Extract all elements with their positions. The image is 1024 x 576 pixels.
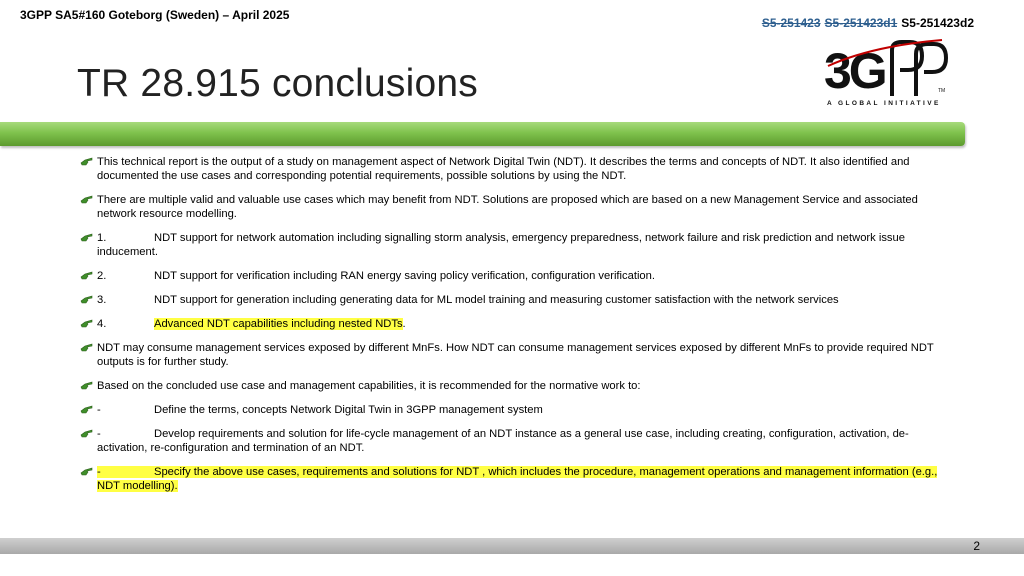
- pointing-hand-icon: [80, 427, 93, 439]
- list-item: [80, 465, 950, 493]
- bullet-text: Develop requirements and solution for life-cycle management of an NDT instance as a general use case, including creating, configuration, activation, de-activation, re-configuration and termination of an NDT.: [97, 428, 909, 454]
- list-item: [80, 427, 950, 455]
- doc-number-old-1: S5-251423: [761, 16, 821, 30]
- bullet-text: This technical report is the output of a study on management aspect of Network Digital Twin (NDT). It describes the terms and concepts of NDT. It also identified and documented the use cases and corresponding potential requirements, possible solutions by using the NDT.: [97, 156, 910, 182]
- list-item: [80, 155, 950, 183]
- pointing-hand-icon: [80, 193, 93, 205]
- pointing-hand-icon: [80, 231, 93, 243]
- logo-tagline: A GLOBAL INITIATIVE: [827, 100, 941, 107]
- pointing-hand-icon: [80, 341, 93, 353]
- pointing-hand-icon: [80, 403, 93, 415]
- 3gpp-logo-icon: [822, 36, 954, 102]
- pointing-hand-icon: [80, 317, 93, 329]
- pointing-hand-icon: [80, 379, 93, 391]
- highlighted-text: Advanced NDT capabilities including nested NDTs: [154, 318, 403, 330]
- title-divider-bar: [0, 122, 965, 146]
- bullet-text: NDT may consume management services exposed by different MnFs. How NDT can consume management services exposed by different MnFs to provide required NDT outputs is for further study.: [97, 342, 934, 368]
- bullet-text: Define the terms, concepts Network Digital Twin in 3GPP management system: [154, 404, 543, 416]
- list-item: [80, 193, 950, 221]
- doc-number-current: S5-251423d2: [901, 16, 974, 30]
- item-dash: -: [97, 404, 101, 416]
- bullet-text-tail: .: [402, 318, 406, 330]
- 3gpp-logo: [822, 36, 954, 112]
- list-item: [80, 317, 950, 331]
- item-number: 4.: [97, 318, 107, 330]
- page-number: 2: [973, 539, 980, 553]
- item-number: 3.: [97, 294, 107, 306]
- doc-number-old-2: S5-251423d1: [824, 16, 898, 30]
- document-numbers: [762, 16, 974, 30]
- list-item: [80, 231, 950, 259]
- bullet-text: Specify the above use cases, requirements and solutions for NDT , which includes the procedure, management operations and management information (e.g., NDT modelling).: [97, 466, 938, 492]
- list-item: [80, 341, 950, 369]
- svg-text:TM: TM: [938, 88, 946, 94]
- item-number: 2.: [97, 270, 107, 282]
- item-dash: -: [97, 428, 101, 440]
- pointing-hand-icon: [80, 269, 93, 281]
- bullet-text: There are multiple valid and valuable use cases which may benefit from NDT. Solutions are proposed which are based on a new Management Service and associated network resource modelling.: [97, 194, 918, 220]
- pointing-hand-icon: [80, 293, 93, 305]
- pointing-hand-icon: [80, 155, 93, 167]
- svg-text:3G: 3G: [824, 43, 885, 99]
- item-dash: -: [97, 466, 101, 478]
- meeting-header: 3GPP SA5#160 Goteborg (Sweden) – April 2025: [20, 8, 290, 22]
- slide-title: TR 28.915 conclusions: [77, 62, 478, 105]
- bullet-list: [80, 155, 950, 503]
- pointing-hand-icon: [80, 465, 93, 477]
- footer-bar: [0, 538, 1024, 554]
- list-item: [80, 379, 950, 393]
- highlighted-text: [97, 466, 937, 492]
- bullet-text: NDT support for generation including generating data for ML model training and measuring customer satisfaction with the network services: [154, 294, 839, 306]
- bullet-text: NDT support for verification including RAN energy saving policy verification, configuration verification.: [154, 270, 655, 282]
- bullet-text: NDT support for network automation including signalling storm analysis, emergency preparedness, network failure and risk prediction and network issue inducement.: [97, 232, 905, 258]
- list-item: [80, 403, 950, 417]
- list-item: [80, 269, 950, 283]
- item-number: 1.: [97, 232, 107, 244]
- bullet-text: Based on the concluded use case and management capabilities, it is recommended for the normative work to:: [97, 380, 641, 392]
- list-item: [80, 293, 950, 307]
